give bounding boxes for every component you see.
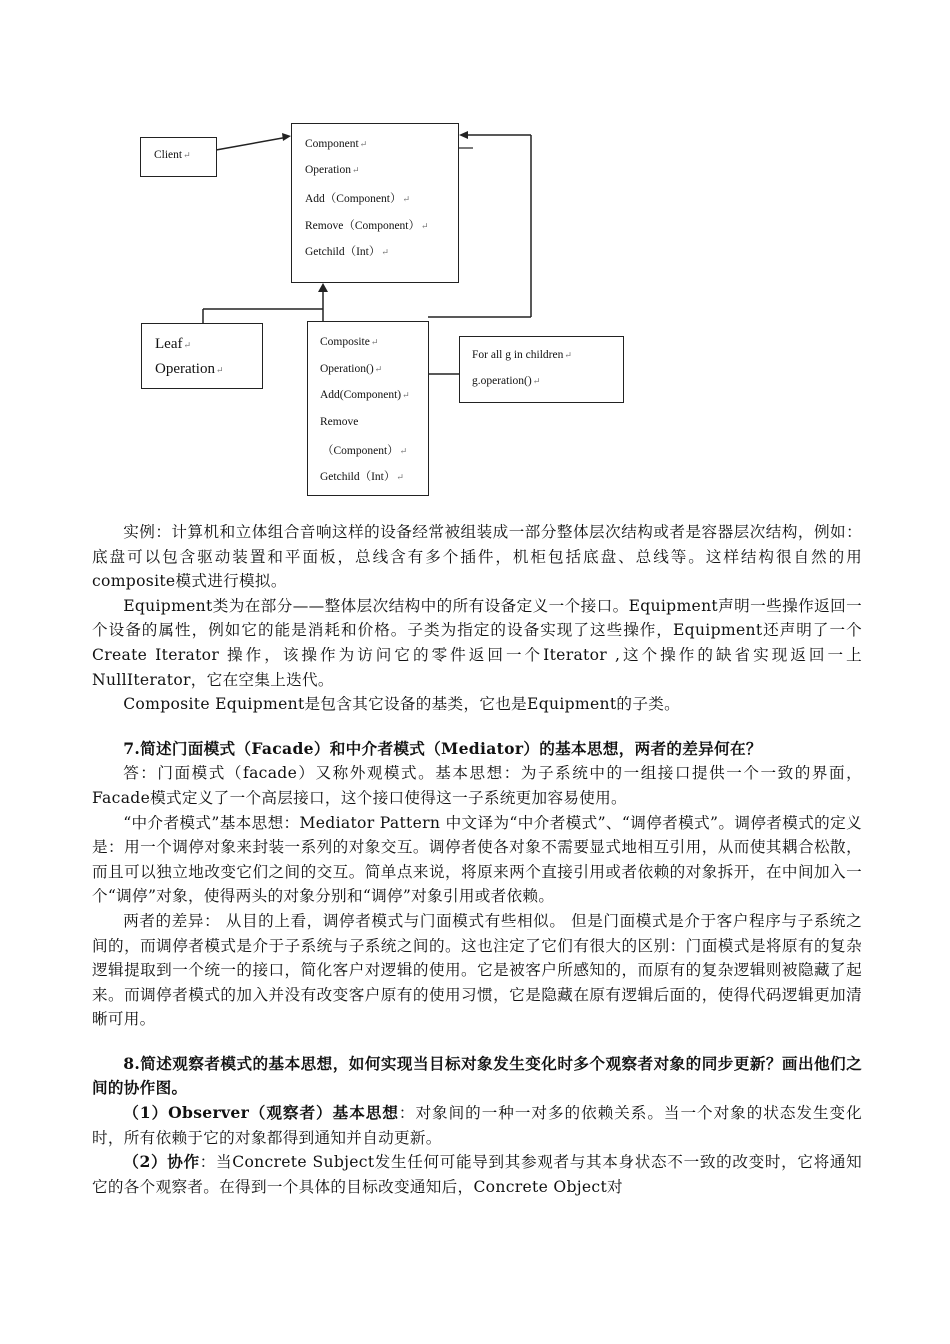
return-mark: ↵	[183, 150, 191, 160]
component-class-box	[291, 123, 459, 283]
composite-getchild: Getchild（Int）	[320, 471, 396, 483]
observer-idea-text: ：对象间的一种一对多的依赖关系。当一个对象的状态发生变化时，所有依赖于它的对象都得到通知并自动更新。	[92, 1104, 863, 1147]
leaf-class-box	[141, 323, 263, 389]
paragraph-observer-idea	[92, 1101, 862, 1150]
return-mark: ↵	[370, 337, 379, 347]
return-mark: ↵	[396, 472, 404, 482]
paragraph-example: 实例：计算机和立体组合音响这样的设备经常被组装成一部分整体层次结构或者是容器层次结构，例如：底盘可以包含驱动装置和平面板，总线含有多个插件，机柜包括底盘、总线等。这样结构很自然的用composite模式进行模拟。	[92, 523, 862, 591]
note-line-1: For all g in children	[472, 349, 564, 361]
paragraph-composite-equipment: Composite Equipment是包含其它设备的基类，它也是Equipment的子类。	[123, 695, 680, 714]
return-mark: ↵	[402, 390, 410, 400]
paragraph-difference: 两者的差异： 从目的上看，调停者模式与门面模式有些相似。 但是门面模式是介于客户程序与子系统之间的，而调停者模式是介于子系统与子系统之间的。这也注定了它们有很大的区别：门面模式是将原有的复杂逻辑提取到一个统一的接口，简化客户对逻辑的使用。它是被客户所感知的，而原有的复杂逻辑则被隐藏了起来。而调停者模式的加入并没有改变客户原有的使用习惯，它是隐藏在原有逻辑后面的，使得代码逻辑更加清晰可用。	[92, 911, 862, 1029]
paragraph-equipment: Equipment类为在部分——整体层次结构中的所有设备定义一个接口。Equipment声明一些操作返回一个设备的属性，例如它的能是消耗和价格。子类为指定的设备实现了这些操作，Equipment还声明了一个Create Iterator 操作，该操作为访问它的零件返回一个Iterator ,这个操作的缺省实现返回一上NullIterator，它在空集上迭代。	[92, 596, 862, 689]
component-add: Add（Component）	[305, 193, 402, 205]
component-getchild: Getchild（Int）	[305, 246, 381, 258]
question-7-heading: 7.简述门面模式（Facade）和中介者模式（Mediator）的基本思想，两者的差异何在？	[123, 738, 762, 758]
paragraph-mediator: “中介者模式”基本思想：Mediator Pattern 中文译为“中介者模式”、“调停者模式”。调停者模式的定义是：用一个调停对象来封装一系列的对象交互。调停者使各对象不需要显式地相互引用，从而使其耦合松散，而且可以独立地改变它们之间的交互。简单点来说，将原来两个直接引用或者依赖的对象拆开，在中间加入一个“调停”对象，使得两头的对象分别和“调停”对象引用或者依赖。	[92, 813, 862, 906]
leaf-name: Leaf	[155, 336, 183, 352]
client-association-arrowhead	[282, 133, 291, 141]
client-class-box	[140, 137, 217, 177]
composite-uml-diagram	[0, 0, 950, 510]
composite-note-box	[459, 336, 624, 403]
document-body	[92, 520, 862, 1199]
collaboration-label: （2）协作	[123, 1152, 200, 1172]
note-line-2: g.operation()	[472, 375, 532, 387]
observer-idea-label: （1）Observer（观察者）基本思想	[123, 1103, 399, 1123]
composite-operation: Operation()	[320, 363, 374, 375]
composite-remove: Remove	[320, 416, 359, 428]
return-mark: ↵	[532, 376, 541, 386]
diagram-connectors	[0, 0, 950, 510]
composite-add: Add(Component)	[320, 389, 402, 401]
return-mark: ↵	[374, 364, 383, 374]
return-mark: ↵	[564, 350, 572, 360]
client-label: Client	[154, 149, 183, 161]
return-mark: ↵	[183, 340, 192, 350]
leaf-operation: Operation	[155, 361, 215, 377]
return-mark: ↵	[359, 139, 368, 149]
paragraph-collaboration	[92, 1150, 862, 1199]
component-operation: Operation	[305, 164, 351, 176]
composite-remove-arg: （Component）	[322, 445, 399, 457]
paragraph-facade-answer: 答：门面模式（facade）又称外观模式。基本思想：为子系统中的一组接口提供一个一致的界面， Facade模式定义了一个高层接口，这个接口使得这一子系统更加容易使用。	[92, 764, 862, 807]
return-mark: ↵	[381, 247, 389, 257]
return-mark: ↵	[351, 165, 360, 175]
component-remove: Remove（Component）	[305, 220, 420, 232]
return-mark: ↵	[421, 221, 429, 231]
composite-class-box	[307, 321, 429, 496]
composite-name: Composite	[320, 336, 370, 348]
client-association-line	[216, 137, 288, 150]
component-name: Component	[305, 138, 359, 150]
return-mark: ↵	[399, 446, 408, 456]
return-mark: ↵	[402, 194, 411, 204]
inheritance-arrowhead	[318, 283, 328, 292]
question-8-heading: 8.简述观察者模式的基本思想，如何实现当目标对象发生变化时多个观察者对象的同步更新？画出他们之间的协作图。	[92, 1053, 862, 1098]
return-mark: ↵	[215, 365, 224, 375]
aggregation-arrowhead	[459, 131, 468, 139]
collaboration-text: ：当Concrete Subject发生任何可能导到其参观者与其本身状态不一致的改变时，它将通知它的各个观察者。在得到一个具体的目标改变通知后，Concrete Object对	[92, 1153, 862, 1196]
